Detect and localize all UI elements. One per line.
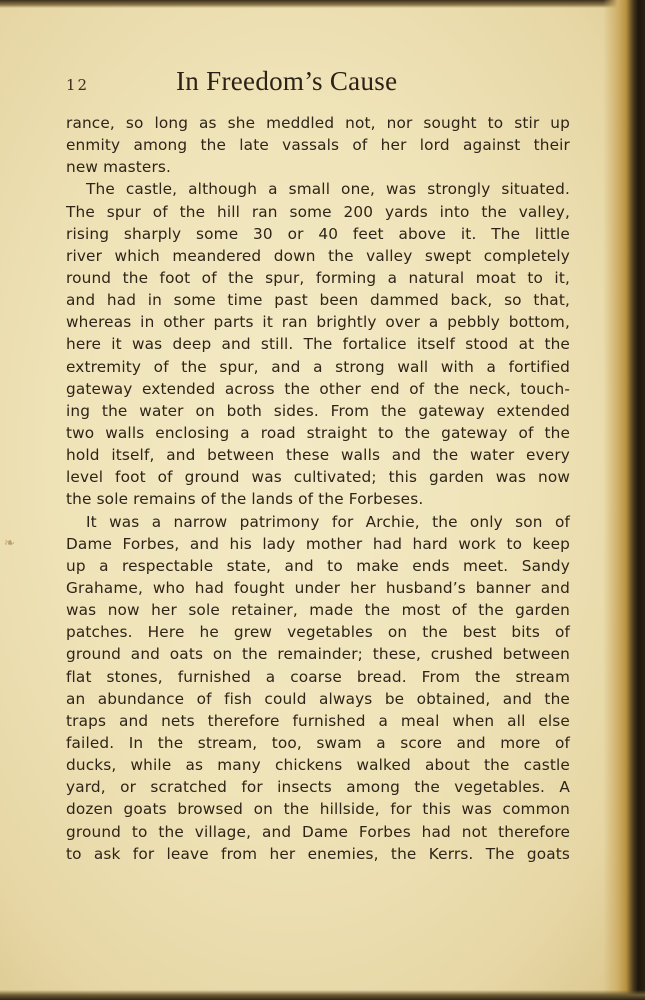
body-text — [66, 112, 570, 865]
text-line: patches. Here he grew vegetables on the best bits of — [66, 623, 570, 642]
text-line: ground and oats on the remainder; these, crushed between — [66, 645, 570, 664]
text-line: level foot of ground was cultivated; this garden was now — [66, 468, 570, 487]
page-number: 12 — [66, 76, 90, 94]
text-line: was now her sole retainer, made the most of the garden — [66, 601, 570, 620]
book-spine-gutter — [603, 0, 645, 1000]
text-line: and had in some time past been dammed back, so that, — [66, 291, 570, 310]
text-line: The castle, although a small one, was strongly situated. — [86, 180, 570, 199]
text-line: ground to the village, and Dame Forbes had not therefore — [66, 822, 570, 841]
text-line: rising sharply some 30 or 40 feet above it. The little — [66, 224, 570, 243]
text-line: the sole remains of the lands of the Forbeses. — [66, 490, 424, 509]
text-line: dozen goats browsed on the hillside, for this was common — [66, 800, 570, 819]
text-line: It was a narrow patrimony for Archie, the only son of — [86, 512, 570, 531]
page-header — [66, 66, 570, 100]
paragraph-2 — [66, 178, 570, 510]
text-line: an abundance of fish could always be obtained, and the — [66, 689, 570, 708]
text-line: traps and nets therefore furnished a meal when all else — [66, 711, 570, 730]
text-line: gateway extended across the other end of the neck, touch- — [66, 379, 570, 398]
text-line: hold itself, and between these walls and the water every — [66, 446, 570, 465]
text-line: two walls enclosing a road straight to the gateway of the — [66, 423, 570, 442]
running-title: In Freedom’s Cause — [176, 66, 398, 96]
text-line: Grahame, who had fought under her husband’s banner and — [66, 578, 570, 597]
paragraph-3 — [66, 511, 570, 865]
text-line: here it was deep and still. The fortalice itself stood at the — [66, 335, 570, 354]
text-line: river which meandered down the valley swept completely — [66, 246, 570, 265]
text-line: round the foot of the spur, forming a natural moat to it, — [66, 268, 570, 287]
text-line: yard, or scratched for insects among the vegetables. A — [66, 778, 570, 797]
text-line: rance, so long as she meddled not, nor sought to stir up — [66, 114, 570, 132]
text-line: enmity among the late vassals of her lord against their — [66, 136, 570, 155]
text-line: whereas in other parts it ran brightly over a pebbly bottom, — [66, 313, 570, 332]
text-line: up a respectable state, and to make ends meet. Sandy — [66, 556, 570, 575]
text-line: Dame Forbes, and his lady mother had hard work to keep — [66, 534, 570, 553]
text-line: to ask for leave from her enemies, the Kerrs. The goats — [66, 844, 570, 863]
text-line: The spur of the hill ran some 200 yards into the valley, — [66, 202, 570, 221]
paragraph-1 — [66, 112, 570, 178]
margin-ornament: ❧ — [4, 536, 15, 551]
text-line: new masters. — [66, 158, 172, 177]
text-line: ing the water on both sides. From the gateway extended — [66, 401, 570, 420]
text-line: flat stones, furnished a coarse bread. From the stream — [66, 667, 570, 686]
top-edge-shadow — [0, 0, 645, 8]
text-line: ducks, while as many chickens walked about the castle — [66, 756, 570, 775]
bottom-edge-shadow — [0, 990, 645, 1000]
text-line: failed. In the stream, too, swam a score and more of — [66, 733, 570, 752]
text-line: extremity of the spur, and a strong wall with a fortified — [66, 357, 570, 376]
